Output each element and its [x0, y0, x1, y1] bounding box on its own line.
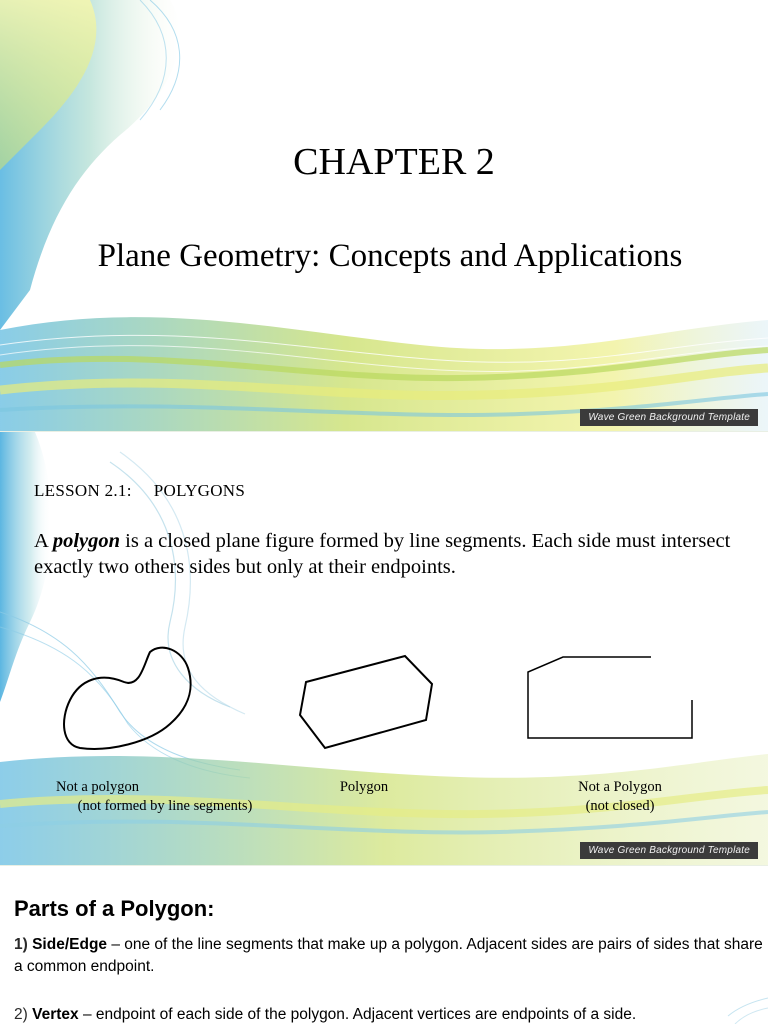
- blob-figure: [64, 648, 191, 749]
- parts-heading: Parts of a Polygon:: [14, 896, 215, 921]
- part-term: Side/Edge: [32, 936, 108, 953]
- template-tag: Wave Green Background Template: [580, 409, 758, 426]
- part-side-edge: [14, 934, 764, 978]
- part-number: 1): [14, 936, 33, 953]
- definition-prefix: A: [34, 530, 53, 552]
- parts-slide: [0, 866, 768, 1024]
- open-figure: [528, 657, 692, 738]
- figure-label-hexagon: [314, 778, 414, 797]
- definition-text: is a closed plane figure formed by line segments. Each side must intersect exactly two others sides but only at their endpoints.: [34, 530, 731, 578]
- figure-label-line1: Not a Polygon: [578, 779, 662, 795]
- figure-label-line1: Not a polygon: [56, 779, 139, 795]
- part-term: Vertex: [32, 1006, 79, 1023]
- chapter-title: Plane Geometry: Concepts and Applications: [97, 238, 683, 274]
- wave-background: [0, 0, 768, 432]
- polygon-slide: [0, 432, 768, 866]
- figure-label-line2: (not closed): [585, 798, 655, 814]
- lesson-label: LESSON 2.1:: [34, 481, 132, 500]
- part-vertex: [14, 1004, 764, 1024]
- title-slide: [0, 0, 768, 432]
- lesson-topic: POLYGONS: [153, 481, 246, 500]
- part-text: – endpoint of each side of the polygon. Adjacent vertices are endpoints of a side.: [78, 1006, 637, 1023]
- definition-term: polygon: [52, 530, 121, 552]
- template-tag: Wave Green Background Template: [580, 842, 758, 859]
- part-text: – one of the line segments that make up a polygon. Adjacent sides are pairs of sides that share a common endpoint.: [14, 936, 763, 975]
- figure-label-line1: Polygon: [339, 779, 389, 795]
- figure-label-open: [545, 778, 695, 816]
- figure-label-blob: [40, 778, 290, 816]
- part-number: 2): [14, 1006, 33, 1023]
- chapter-heading: CHAPTER 2: [293, 141, 495, 183]
- figure-label-line2: (not formed by line segments): [77, 798, 253, 814]
- hexagon-figure: [300, 656, 432, 748]
